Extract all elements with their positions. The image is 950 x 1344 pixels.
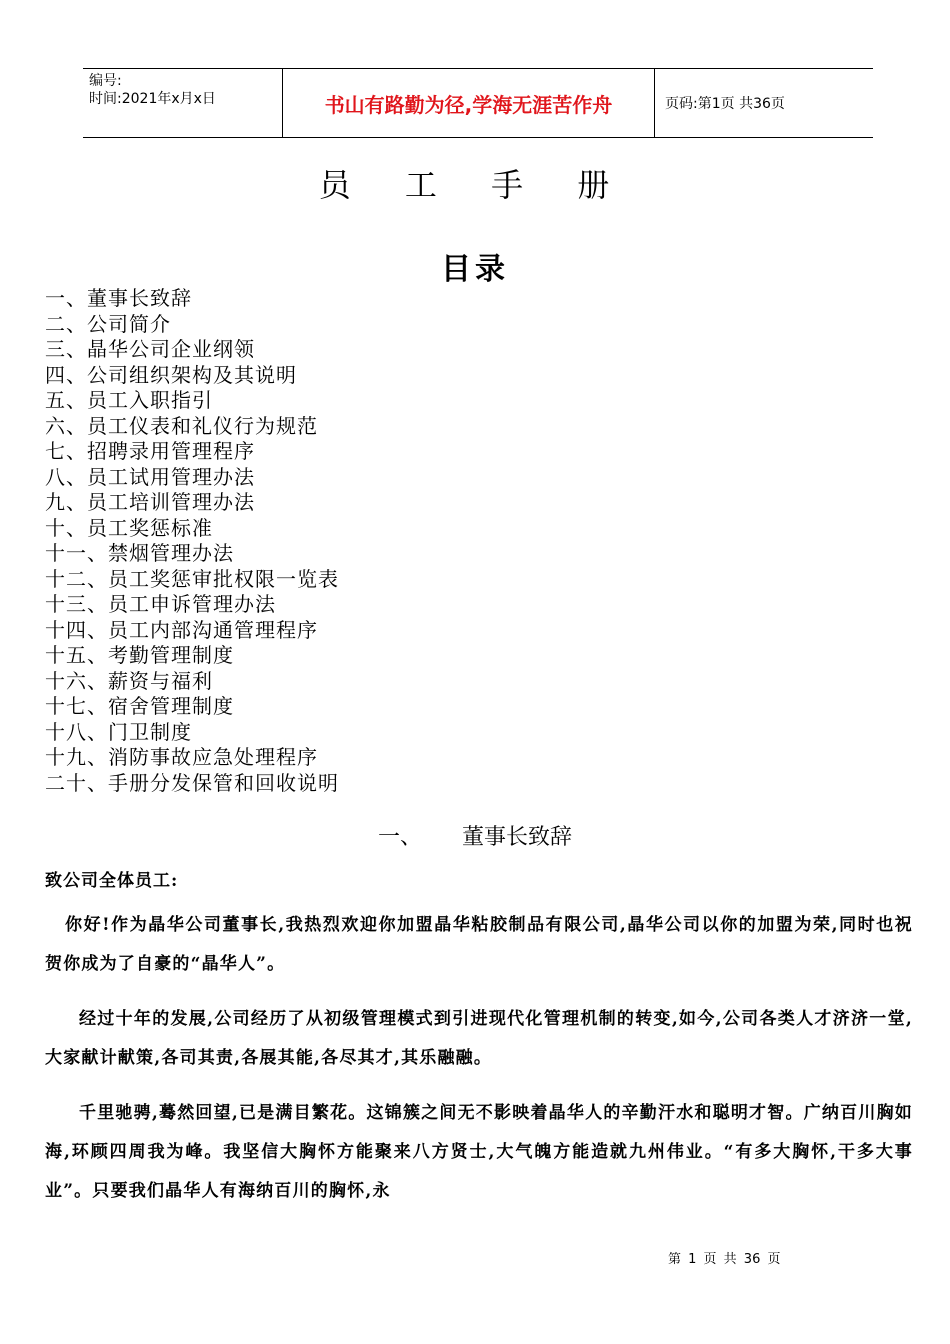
toc-heading: 目录 bbox=[441, 252, 509, 287]
toc-item[interactable]: 三、晶华公司企业纲领 bbox=[45, 337, 255, 361]
section-heading bbox=[0, 820, 950, 851]
time-label: 时间:2021年x月x日 bbox=[89, 91, 216, 107]
letter-paragraph: 千里驰骋,蓦然回望,已是满目繁花。这锦簇之间无不影映着晶华人的辛勤汗水和聪明才智。广纳百川胸如海,环顾四周我为峰。我坚信大胸怀方能聚来八方贤士,大气魄方能造就九州伟业。“有多大胸怀,干多大事业”。只要我们晶华人有海纳百川的胸怀,永 bbox=[45, 1103, 913, 1201]
toc-item[interactable]: 十、员工奖惩标准 bbox=[45, 515, 213, 540]
toc-item[interactable]: 十九、消防事故应急处理程序 bbox=[45, 745, 318, 769]
toc-item[interactable]: 九、员工培训管理办法 bbox=[45, 490, 255, 514]
letter-paragraph: 经过十年的发展,公司经历了从初级管理模式到引进现代化管理机制的转变,如今,公司各类人才济济一堂,大家献计献策,各司其责,各展其能,各尽其才,其乐融融。 bbox=[45, 1009, 913, 1068]
toc-item[interactable]: 十七、宿舍管理制度 bbox=[45, 694, 234, 718]
table-of-contents bbox=[45, 286, 339, 796]
toc-item[interactable]: 十三、员工申诉管理办法 bbox=[45, 592, 276, 616]
motto-text: 书山有路勤为径,学海无涯苦作舟 bbox=[324, 92, 613, 117]
section-number: 一、 bbox=[377, 825, 422, 850]
toc-item[interactable]: 六、员工仪表和礼仪行为规范 bbox=[45, 413, 318, 438]
page-info-text: 页码:第1页 共36页 bbox=[665, 96, 785, 112]
header-table bbox=[83, 68, 873, 138]
toc-item[interactable]: 五、员工入职指引 bbox=[45, 388, 213, 412]
toc-item[interactable]: 十一、禁烟管理办法 bbox=[45, 541, 234, 565]
document-title: 员 工 手 册 bbox=[318, 166, 632, 204]
toc-item[interactable]: 一、董事长致辞 bbox=[45, 286, 192, 310]
toc-item[interactable]: 十四、员工内部沟通管理程序 bbox=[45, 617, 318, 642]
page-info-cell bbox=[655, 69, 873, 137]
header-meta-cell bbox=[83, 69, 283, 137]
toc-item[interactable]: 七、招聘录用管理程序 bbox=[45, 439, 255, 463]
toc-item[interactable]: 十六、薪资与福利 bbox=[45, 668, 213, 693]
toc-item[interactable]: 四、公司组织架构及其说明 bbox=[45, 362, 297, 387]
toc-item[interactable]: 十八、门卫制度 bbox=[45, 719, 192, 744]
toc-item[interactable]: 二、公司简介 bbox=[45, 311, 171, 336]
toc-item[interactable]: 八、员工试用管理办法 bbox=[45, 464, 255, 489]
toc-item[interactable]: 十五、考勤管理制度 bbox=[45, 643, 234, 667]
toc-item[interactable]: 十二、员工奖惩审批权限一览表 bbox=[45, 566, 339, 591]
toc-item[interactable]: 二十、手册分发保管和回收说明 bbox=[45, 770, 339, 795]
letter-salutation: 致公司全体员工: bbox=[45, 871, 179, 891]
section-title: 董事长致辞 bbox=[462, 825, 573, 850]
motto-cell bbox=[283, 69, 655, 137]
number-label: 编号: bbox=[89, 73, 122, 89]
page-footer: 第 1 页 共 36 页 bbox=[668, 1252, 781, 1267]
letter-paragraph: 你好!作为晶华公司董事长,我热烈欢迎你加盟晶华粘胶制品有限公司,晶华公司以你的加盟为荣,同时也祝贺你成为了自豪的“晶华人”。 bbox=[45, 915, 913, 974]
